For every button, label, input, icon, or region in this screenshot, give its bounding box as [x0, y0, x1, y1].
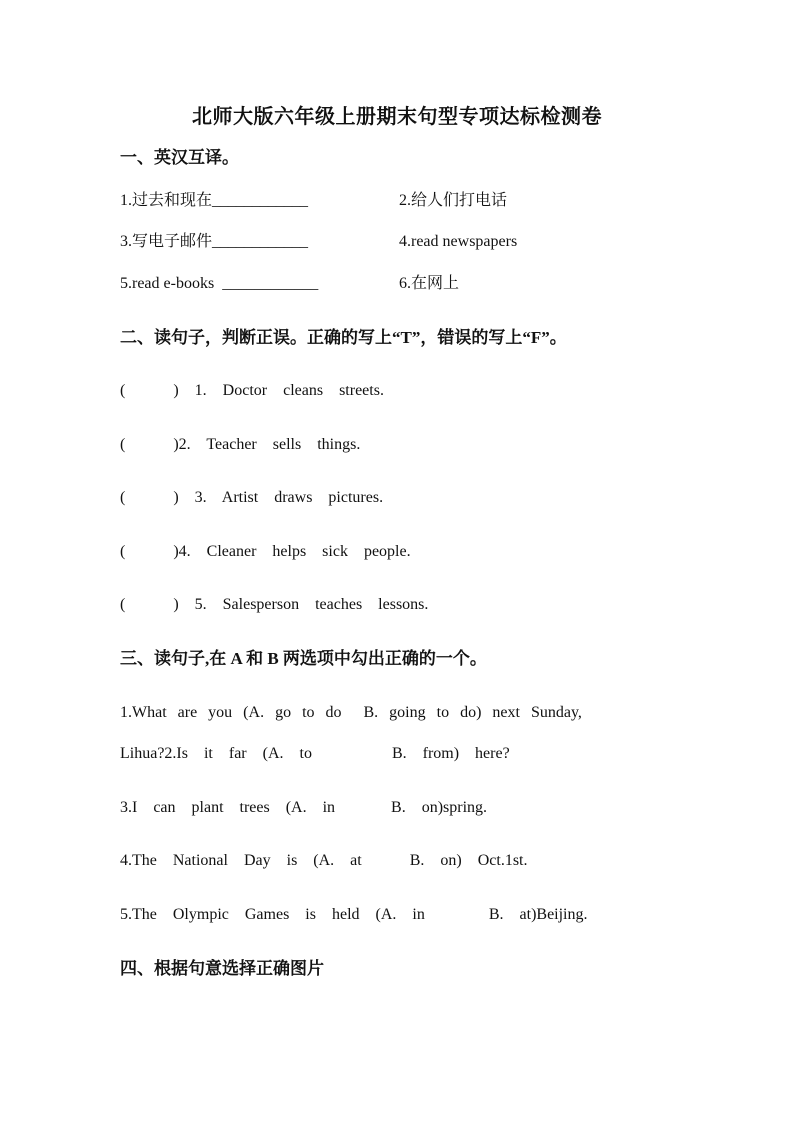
section-2-question: ( )2. Teacher sells things.	[120, 436, 361, 453]
section-2-heading: 二、读句子，判断正误。正确的写上“T”，错误的写上“F”。	[120, 328, 567, 347]
section-3-question: 1.What are you (A. go to do B. going to do) next Sunday,	[120, 704, 582, 721]
section-2-question: ( ) 3. Artist draws pictures.	[120, 489, 384, 506]
section-1-item: 1.过去和现在____________	[120, 192, 309, 209]
section-1-item: 4.read newspapers	[399, 233, 518, 250]
section-3-question: 4.The National Day is (A. at B. on) Oct.1st.	[120, 852, 528, 869]
section-2-question: ( ) 5. Salesperson teaches lessons.	[120, 596, 429, 613]
page-title: 北师大版六年级上册期末句型专项达标检测卷	[192, 106, 602, 128]
section-1-item: 2.给人们打电话	[399, 192, 508, 209]
section-1-heading: 一、英汉互译。	[120, 148, 239, 167]
section-3-question: 5.The Olympic Games is held (A. in B. at)Beijing.	[120, 906, 588, 923]
section-2-question: ( )4. Cleaner helps sick people.	[120, 543, 411, 560]
section-4-heading: 四、根据句意选择正确图片	[120, 959, 324, 978]
section-1-item: 6.在网上	[399, 275, 460, 292]
section-3-question: Lihua?2.Is it far (A. to B. from) here?	[120, 745, 510, 762]
section-1-item: 5.read e-books ____________	[120, 275, 319, 292]
section-3-heading: 三、读句子,在 A 和 B 两选项中勾出正确的一个。	[120, 649, 487, 668]
section-3-question: 3.I can plant trees (A. in B. on)spring.	[120, 799, 488, 816]
section-1-item: 3.写电子邮件____________	[120, 233, 309, 250]
section-2-question: ( ) 1. Doctor cleans streets.	[120, 382, 384, 399]
